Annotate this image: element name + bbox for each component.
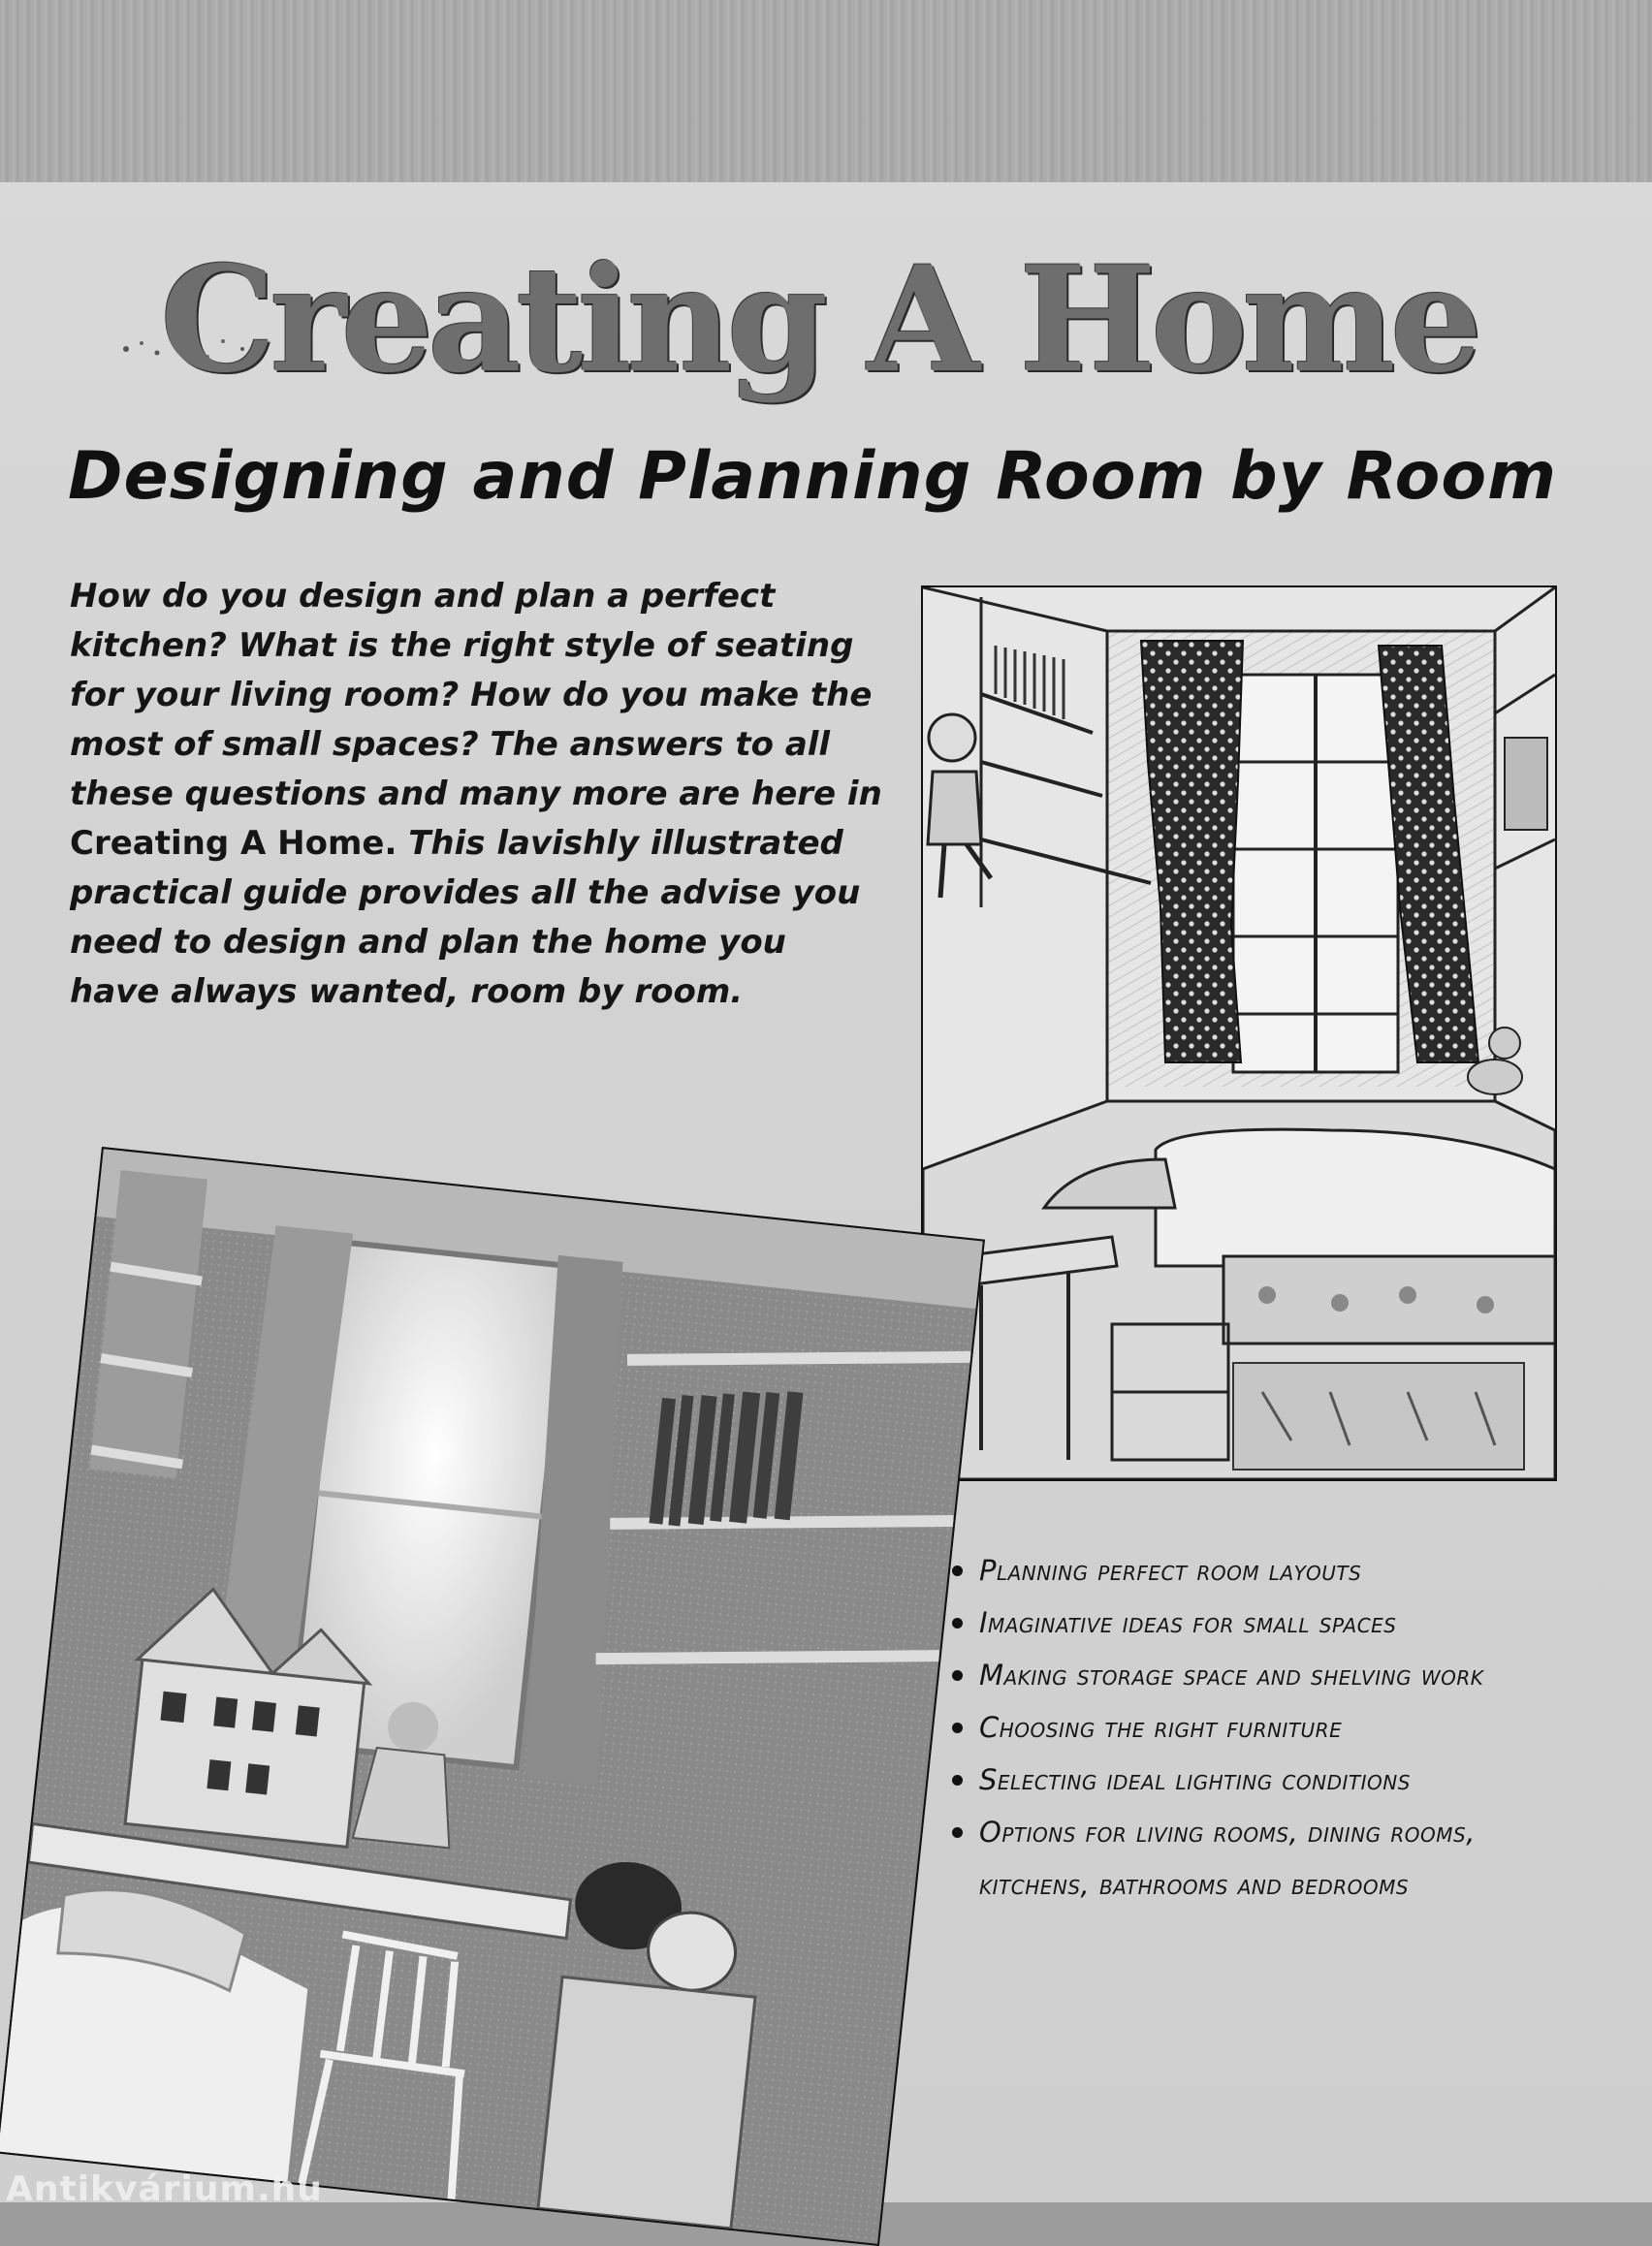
intro-paragraph: [70, 572, 884, 1017]
intro-text-end: This lavishly illustrated practical guide provides all the advise you need to design and plan the home you have always wanted, room by room.: [70, 824, 861, 1011]
feature-item: Planning perfect room layouts: [948, 1544, 1569, 1597]
intro-book-name: Creating A Home.: [70, 824, 397, 863]
book-subtitle: Designing and Planning Room by Room: [68, 438, 1557, 515]
feature-item: Options for living rooms, dining rooms, kitchens, bathrooms and bedrooms: [948, 1806, 1569, 1911]
bedroom-photo: [0, 1147, 985, 2246]
intro-text-start: How do you design and plan a perfect kitchen? What is the right style of seating for your living room? How do you make the most of small spaces? The answers to all these questions and many more are here in: [70, 577, 882, 813]
bedroom-illustration: [921, 585, 1557, 1481]
watermark: Antikvárium.hu: [6, 2169, 323, 2209]
feature-item: Making storage space and shelving work: [948, 1649, 1569, 1701]
feature-item: Selecting ideal lighting conditions: [948, 1754, 1569, 1806]
book-title: Creating A Home: [160, 235, 1477, 405]
table-surface: [0, 0, 1652, 194]
feature-item: Imaginative ideas for small spaces: [948, 1597, 1569, 1649]
feature-list: [948, 1544, 1569, 1911]
feature-item: Choosing the right furniture: [948, 1701, 1569, 1754]
photo-scene: [0, 1149, 983, 2244]
